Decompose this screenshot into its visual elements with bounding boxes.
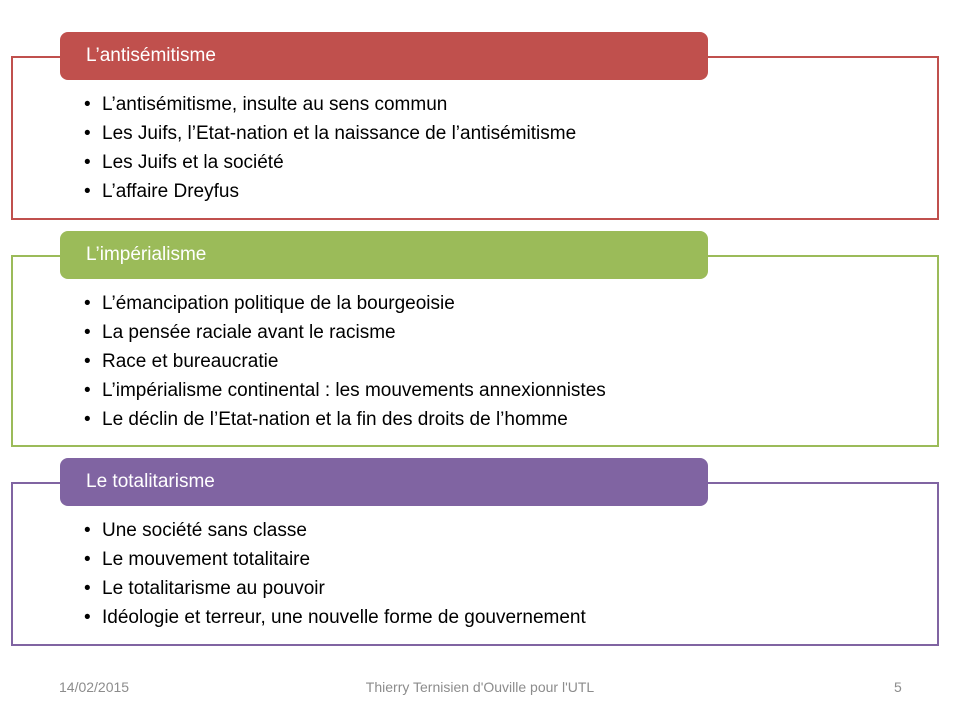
- list-item: • Les Juifs, l’Etat-nation et la naissance de l’antisémitisme: [84, 119, 576, 148]
- list-item: • La pensée raciale avant le racisme: [84, 318, 606, 347]
- list-item: • L’impérialisme continental : les mouvements annexionnistes: [84, 376, 606, 405]
- footer-date: 14/02/2015: [59, 679, 130, 695]
- footer-author: Thierry Ternisien d'Ouville pour l'UTL: [365, 679, 595, 695]
- bullet-list: [84, 289, 606, 434]
- bullet-list: [84, 516, 586, 632]
- list-item: • Le déclin de l’Etat-nation et la fin des droits de l’homme: [84, 405, 606, 434]
- section-title: Le totalitarisme: [60, 458, 708, 506]
- list-item: • L’antisémitisme, insulte au sens commun: [84, 90, 576, 119]
- section-title: L’antisémitisme: [60, 32, 708, 80]
- list-item: • Race et bureaucratie: [84, 347, 606, 376]
- section-title: L’impérialisme: [60, 231, 708, 279]
- list-item: • Idéologie et terreur, une nouvelle forme de gouvernement: [84, 603, 586, 632]
- page-number: 5: [894, 679, 902, 695]
- list-item: • Les Juifs et la société: [84, 148, 576, 177]
- bullet-list: [84, 90, 576, 206]
- list-item: • L’affaire Dreyfus: [84, 177, 576, 206]
- list-item: • Le mouvement totalitaire: [84, 545, 586, 574]
- list-item: • Le totalitarisme au pouvoir: [84, 574, 586, 603]
- list-item: • Une société sans classe: [84, 516, 586, 545]
- list-item: • L’émancipation politique de la bourgeoisie: [84, 289, 606, 318]
